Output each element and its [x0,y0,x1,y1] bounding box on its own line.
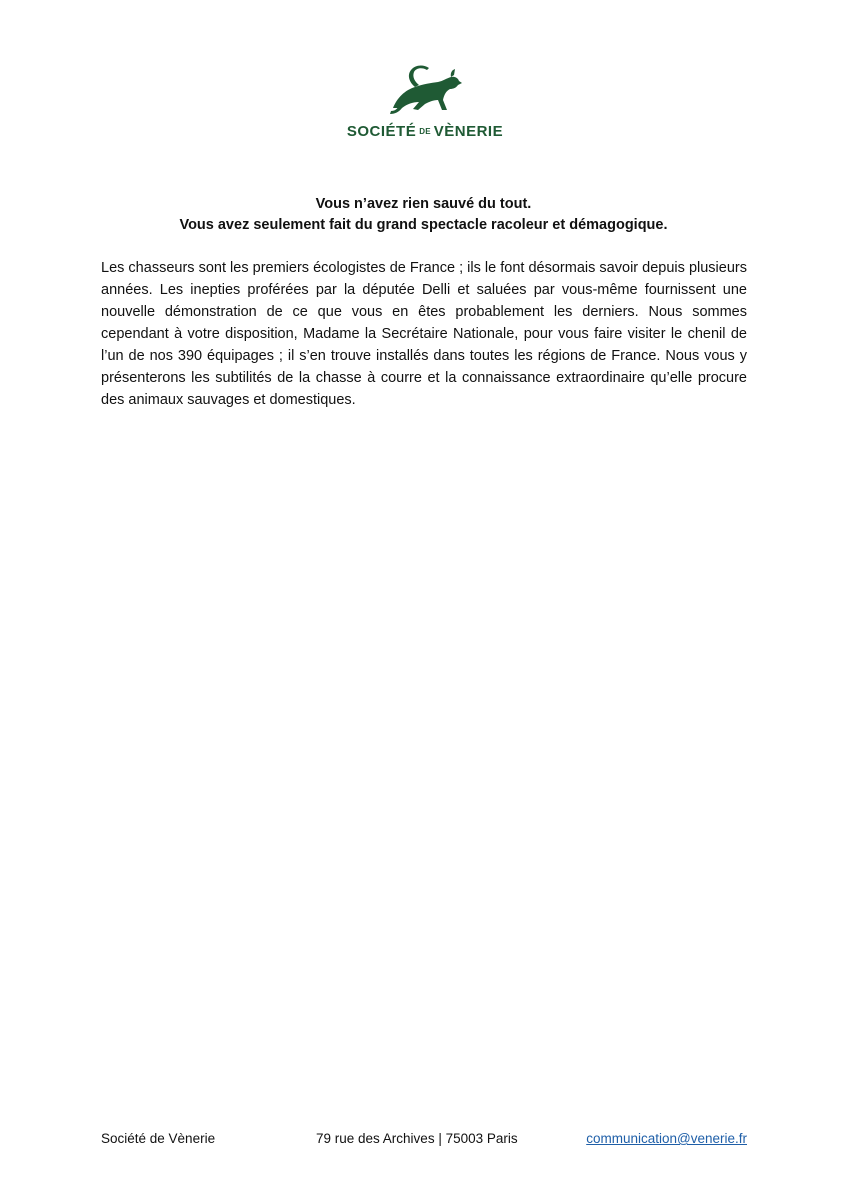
headline-line-1: Vous n’avez rien sauvé du tout. [315,196,532,212]
headline [100,194,747,236]
brand-word-2: VÈNERIE [433,123,504,140]
footer [101,1131,747,1151]
logo [330,58,520,148]
brand-word-1: SOCIÉTÉ [346,123,417,140]
headline-line-2: Vous avez seulement fait du grand spectacle racoleur et démagogique. [179,217,668,233]
footer-org: Société de Vènerie [101,1131,216,1146]
brand-word-small: DE [419,127,431,136]
body-paragraph: Les chasseurs sont les premiers écologistes de France ; ils le font désormais savoir depuis plusieurs années. Les inepties proférées par la députée Delli et saluées par vous-même fournissent une nouvelle démonstration de ce que vous en êtes probablement les derniers. Nous sommes cependant à votre disposition, Madame la Secrétaire Nationale, pour vous faire visiter le chenil de l’un de nos 390 équipages ; il s’en trouve installés dans toutes les régions de France. Nous vous y présenterons les subtilités de la chasse à courre et la connaissance extraordinaire qu’elle procure des animaux sauvages et domestiques. [101,260,747,408]
footer-email-link[interactable]: communication@venerie.fr [586,1131,747,1146]
brand-name [330,123,520,140]
footer-address: 79 rue des Archives | 75003 Paris [316,1131,518,1146]
leaping-hound-icon [385,58,465,116]
